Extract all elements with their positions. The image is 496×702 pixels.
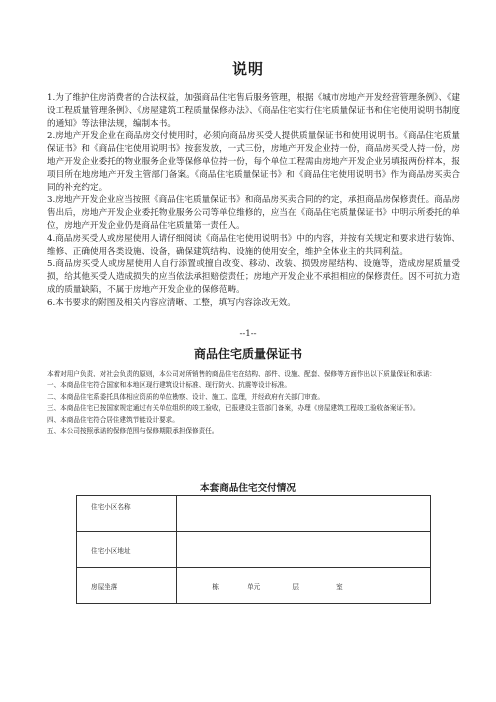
table-row: [77, 568, 431, 604]
community-address-label: 住宅小区地址: [77, 532, 177, 568]
community-name-field[interactable]: [177, 496, 431, 532]
certificate-intro: 本着对用户负责、对社会负责的原则，本公司对所销售的商品住宅在结构、部件、设施、配套、保修等方面作出以下质量保证和承诺：: [47, 370, 437, 378]
instruction-paragraph-6: 6.本书要求的附图及相关内容应清晰、工整，填写内容涂改无效。: [47, 297, 296, 308]
instruction-paragraph-3: 3.房地产开发企业应当按照《商品住宅质量保证书》和商品房买卖合同的约定，承担商品房保修责任。商品房售出后，房地产开发企业委托物业服务公司等单位维修的，应当在《商品住宅质量保证书》中明示所委托的单位，房地产开发企业仍是商品住宅质量第一责任人。: [47, 195, 460, 231]
house-location-label: 房屋坐落: [77, 568, 177, 604]
community-address-field[interactable]: [177, 532, 431, 568]
certificate-item-4: 四、本商品住宅符合居住建筑节能设计要求。: [47, 415, 179, 424]
house-location-field[interactable]: [177, 568, 431, 604]
table-row: [77, 496, 431, 532]
instruction-paragraph-5: 5.商品房买受人或房屋使用人自行添置或擅自改变、移动、改装、损毁房屋结构、设施等，造成房屋质量受损，给其他买受人造成损失的应当依法承担赔偿责任；房地产开发企业不承担相应的保修责任。因不可抗力造成的质量缺陷，不属于房地产开发企业的保修范畴。: [47, 259, 460, 295]
certificate-item-3: 三、本商品住宅已按国家规定通过有关单位组织的竣工验收，已报建设主管部门备案，办理《房屋建筑工程竣工验收备案证书》。: [47, 404, 420, 413]
certificate-item-2: 二、本商品住宅系委托具体相应资质的单位勘察、设计、施工、监理，并经政府有关部门审查。: [47, 392, 324, 401]
community-name-label: 住宅小区名称: [77, 496, 177, 532]
quality-certificate-title: 商品住宅质量保证书: [193, 347, 302, 361]
instruction-paragraph-1: 1.为了维护住房消费者的合法权益，加强商品住宅售后服务管理，根据《城市房地产开发经营管理条例》、《建设工程质量管理条例》、《房屋建筑工程质量保修办法》、《商品住宅实行住宅质量保证书和住宅使用说明书制度的通知》等法律法规，编制本书。: [47, 93, 460, 129]
delivery-status-title: 本套商品住宅交付情况: [200, 483, 296, 494]
instructions-title: 说明: [231, 60, 264, 78]
room-unit-label: 室: [336, 583, 343, 591]
instruction-paragraph-2: 2.房地产开发企业在商品房交付使用时，必须向商品房买受人提供质量保证书和使用说明书。《商品住宅质量保证书》和《商品住宅使用说明书》按套发放，一式三份，房地产开发企业持一份，商品房买受人持一份，房地产开发企业委托的物业服务企业等保修单位持一份，每个单位工程需由房地产开发企业另填报两份样本，报项目所在地房地产开发主管部门备案。《商品住宅质量保证书》和《商品住宅使用说明书》作为商品房买卖合同的补充约定。: [47, 131, 460, 193]
building-unit-label: 栋: [212, 583, 219, 591]
page-number: --1--: [239, 329, 257, 339]
certificate-item-5: 五、本公司按照承诺的保修范围与保修期限承担保修责任。: [47, 427, 219, 436]
instruction-paragraph-4: 4.商品房买受人或房屋使用人请仔细阅读《商品住宅使用说明书》中的内容，并按有关规定和要求进行装饰、维修、正确使用各类设施、设备，确保建筑结构、设施的使用安全，维护全体业主的共同利益。: [47, 233, 460, 257]
delivery-status-table: [76, 495, 431, 604]
entrance-unit-label: 单元: [247, 583, 261, 591]
floor-unit-label: 层: [292, 583, 299, 591]
quality-certificate-body: [47, 369, 460, 437]
table-row: [77, 532, 431, 568]
instructions-body: [47, 92, 460, 310]
certificate-item-1: 一、本商品住宅符合国家和本地区现行建筑设计标准、现行防火、抗震等设计标准。: [47, 381, 291, 390]
